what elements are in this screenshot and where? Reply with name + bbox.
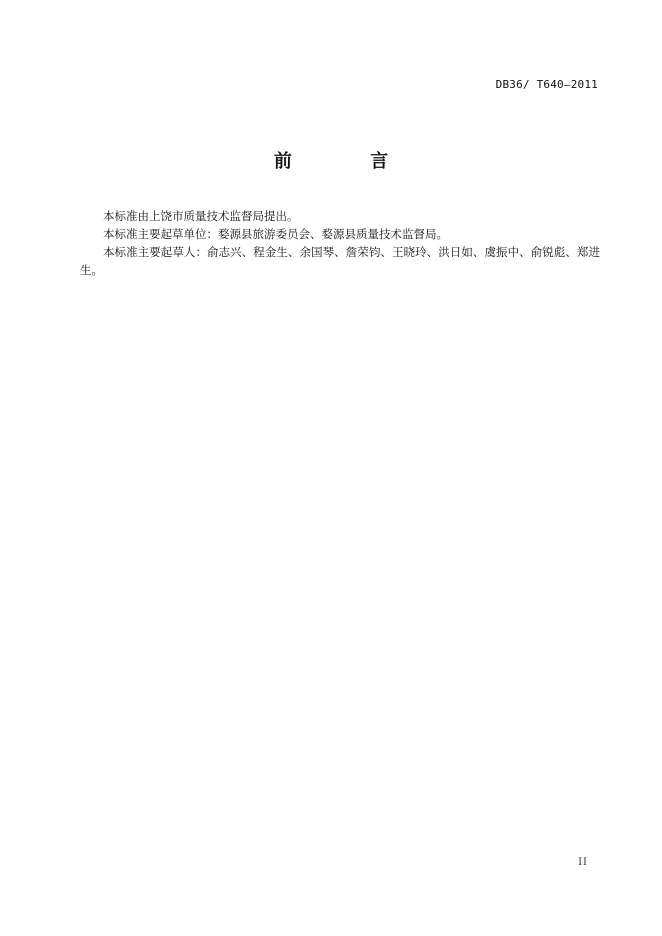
standard-code: DB36/ T640—2011 [495, 78, 598, 91]
paragraph-drafters: 本标准主要起草人：俞志兴、程金生、余国琴、詹荣钧、王晓玲、洪日如、虞振中、俞锐彪、郑进生。 [80, 245, 600, 277]
paragraph-proposer: 本标准由上饶市质量技术监督局提出。 [103, 209, 299, 223]
page-number: II [578, 857, 588, 868]
foreword-body [80, 207, 600, 279]
page-title: 前 言 [273, 151, 425, 172]
paragraph-drafting-units: 本标准主要起草单位：婺源县旅游委员会、婺源县质量技术监督局。 [103, 227, 448, 241]
